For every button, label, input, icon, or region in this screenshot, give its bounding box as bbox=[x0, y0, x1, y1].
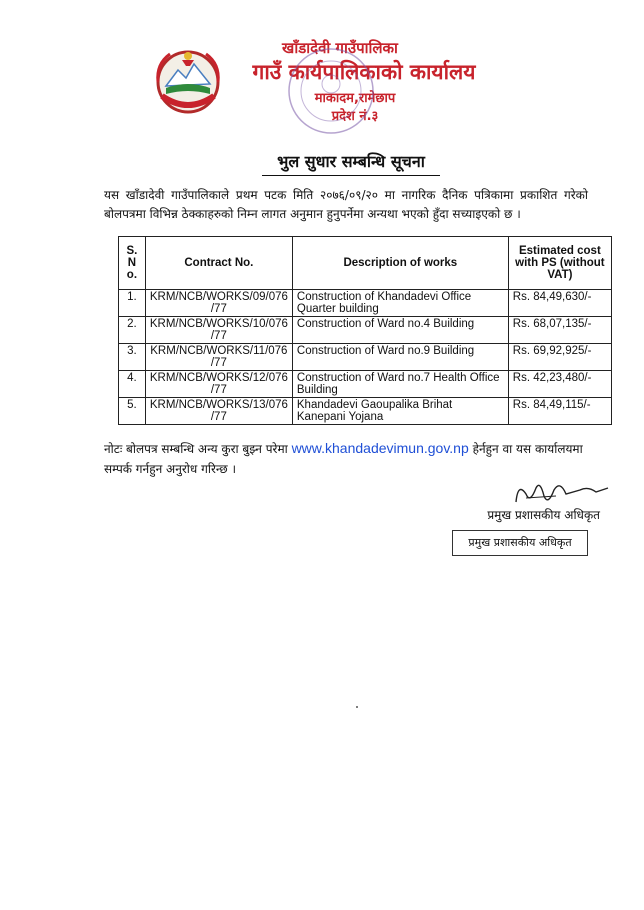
table-row bbox=[119, 371, 612, 398]
contracts-table bbox=[118, 236, 612, 425]
row-contract: KRM/NCB/WORKS/11/076 /77 bbox=[145, 344, 292, 371]
row-cost: Rs. 84,49,115/- bbox=[508, 398, 611, 425]
page-speck bbox=[356, 706, 358, 708]
notice-note bbox=[104, 438, 600, 479]
header-description: Description of works bbox=[292, 237, 508, 290]
note-suffix: हेर्नहुन वा यस कार्यालयमा सम्पर्क गर्नहुन अनुरोध गरिन्छ । bbox=[104, 442, 583, 476]
header-cost: Estimated cost with PS (without VAT) bbox=[508, 237, 611, 290]
row-description: Khandadevi Gaoupalika Brihat Kanepani Yojana bbox=[292, 398, 508, 425]
table-header-row bbox=[119, 237, 612, 290]
office-province: प्रदेश नं.३ bbox=[331, 109, 379, 124]
row-description: Construction of Ward no.9 Building bbox=[292, 344, 508, 371]
office-title: गाउँ कार्यपालिकाको कार्यालय bbox=[252, 60, 476, 84]
table-row bbox=[119, 317, 612, 344]
table-row bbox=[119, 344, 612, 371]
row-contract: KRM/NCB/WORKS/09/076 /77 bbox=[145, 290, 292, 317]
row-description: Construction of Ward no.4 Building bbox=[292, 317, 508, 344]
table-row bbox=[119, 398, 612, 425]
note-prefix: नोटः बोलपत्र सम्बन्धि अन्य कुरा बुझ्न परेमा bbox=[104, 442, 288, 456]
row-description: Construction of Ward no.7 Health Office Building bbox=[292, 371, 508, 398]
row-description: Construction of Khandadevi Office Quarter building bbox=[292, 290, 508, 317]
signature-stamp: प्रमुख प्रशासकीय अधिकृत bbox=[452, 530, 588, 556]
notice-title: भुल सुधार सम्बन्धि सूचना bbox=[262, 150, 440, 176]
row-contract: KRM/NCB/WORKS/12/076 /77 bbox=[145, 371, 292, 398]
table-row bbox=[119, 290, 612, 317]
row-cost: Rs. 68,07,135/- bbox=[508, 317, 611, 344]
notice-intro: यस खाँडादेवी गाउँपालिकाले प्रथम पटक मिति २०७६/०९/२० मा नागरिक दैनिक पत्रिकामा प्रकाशित गरेको बोलपत्रमा विभिन्न ठेक्काहरुको निम्न लागत अनुमान हुनुपर्नेमा अन्यथा भएको हुँदा सच्याइएको छ । bbox=[104, 188, 588, 221]
nepal-emblem-icon bbox=[152, 44, 224, 116]
office-name: खाँडादेवी गाउँपालिका bbox=[282, 39, 398, 57]
website-link[interactable]: www.khandadevimun.gov.np bbox=[291, 440, 469, 456]
signature-icon bbox=[496, 476, 624, 510]
row-cost: Rs. 84,49,630/- bbox=[508, 290, 611, 317]
row-cost: Rs. 42,23,480/- bbox=[508, 371, 611, 398]
office-seal-icon bbox=[284, 44, 378, 138]
row-cost: Rs. 69,92,925/- bbox=[508, 344, 611, 371]
row-sn: 3. bbox=[119, 344, 146, 371]
row-sn: 4. bbox=[119, 371, 146, 398]
row-sn: 2. bbox=[119, 317, 146, 344]
signature-title: प्रमुख प्रशासकीय अधिकृत bbox=[487, 508, 600, 522]
row-contract: KRM/NCB/WORKS/13/076 /77 bbox=[145, 398, 292, 425]
row-sn: 5. bbox=[119, 398, 146, 425]
office-address: माकादम,रामेछाप bbox=[314, 91, 396, 106]
header-contract: Contract No. bbox=[145, 237, 292, 290]
row-contract: KRM/NCB/WORKS/10/076 /77 bbox=[145, 317, 292, 344]
header-sn: S. N o. bbox=[119, 237, 146, 290]
row-sn: 1. bbox=[119, 290, 146, 317]
